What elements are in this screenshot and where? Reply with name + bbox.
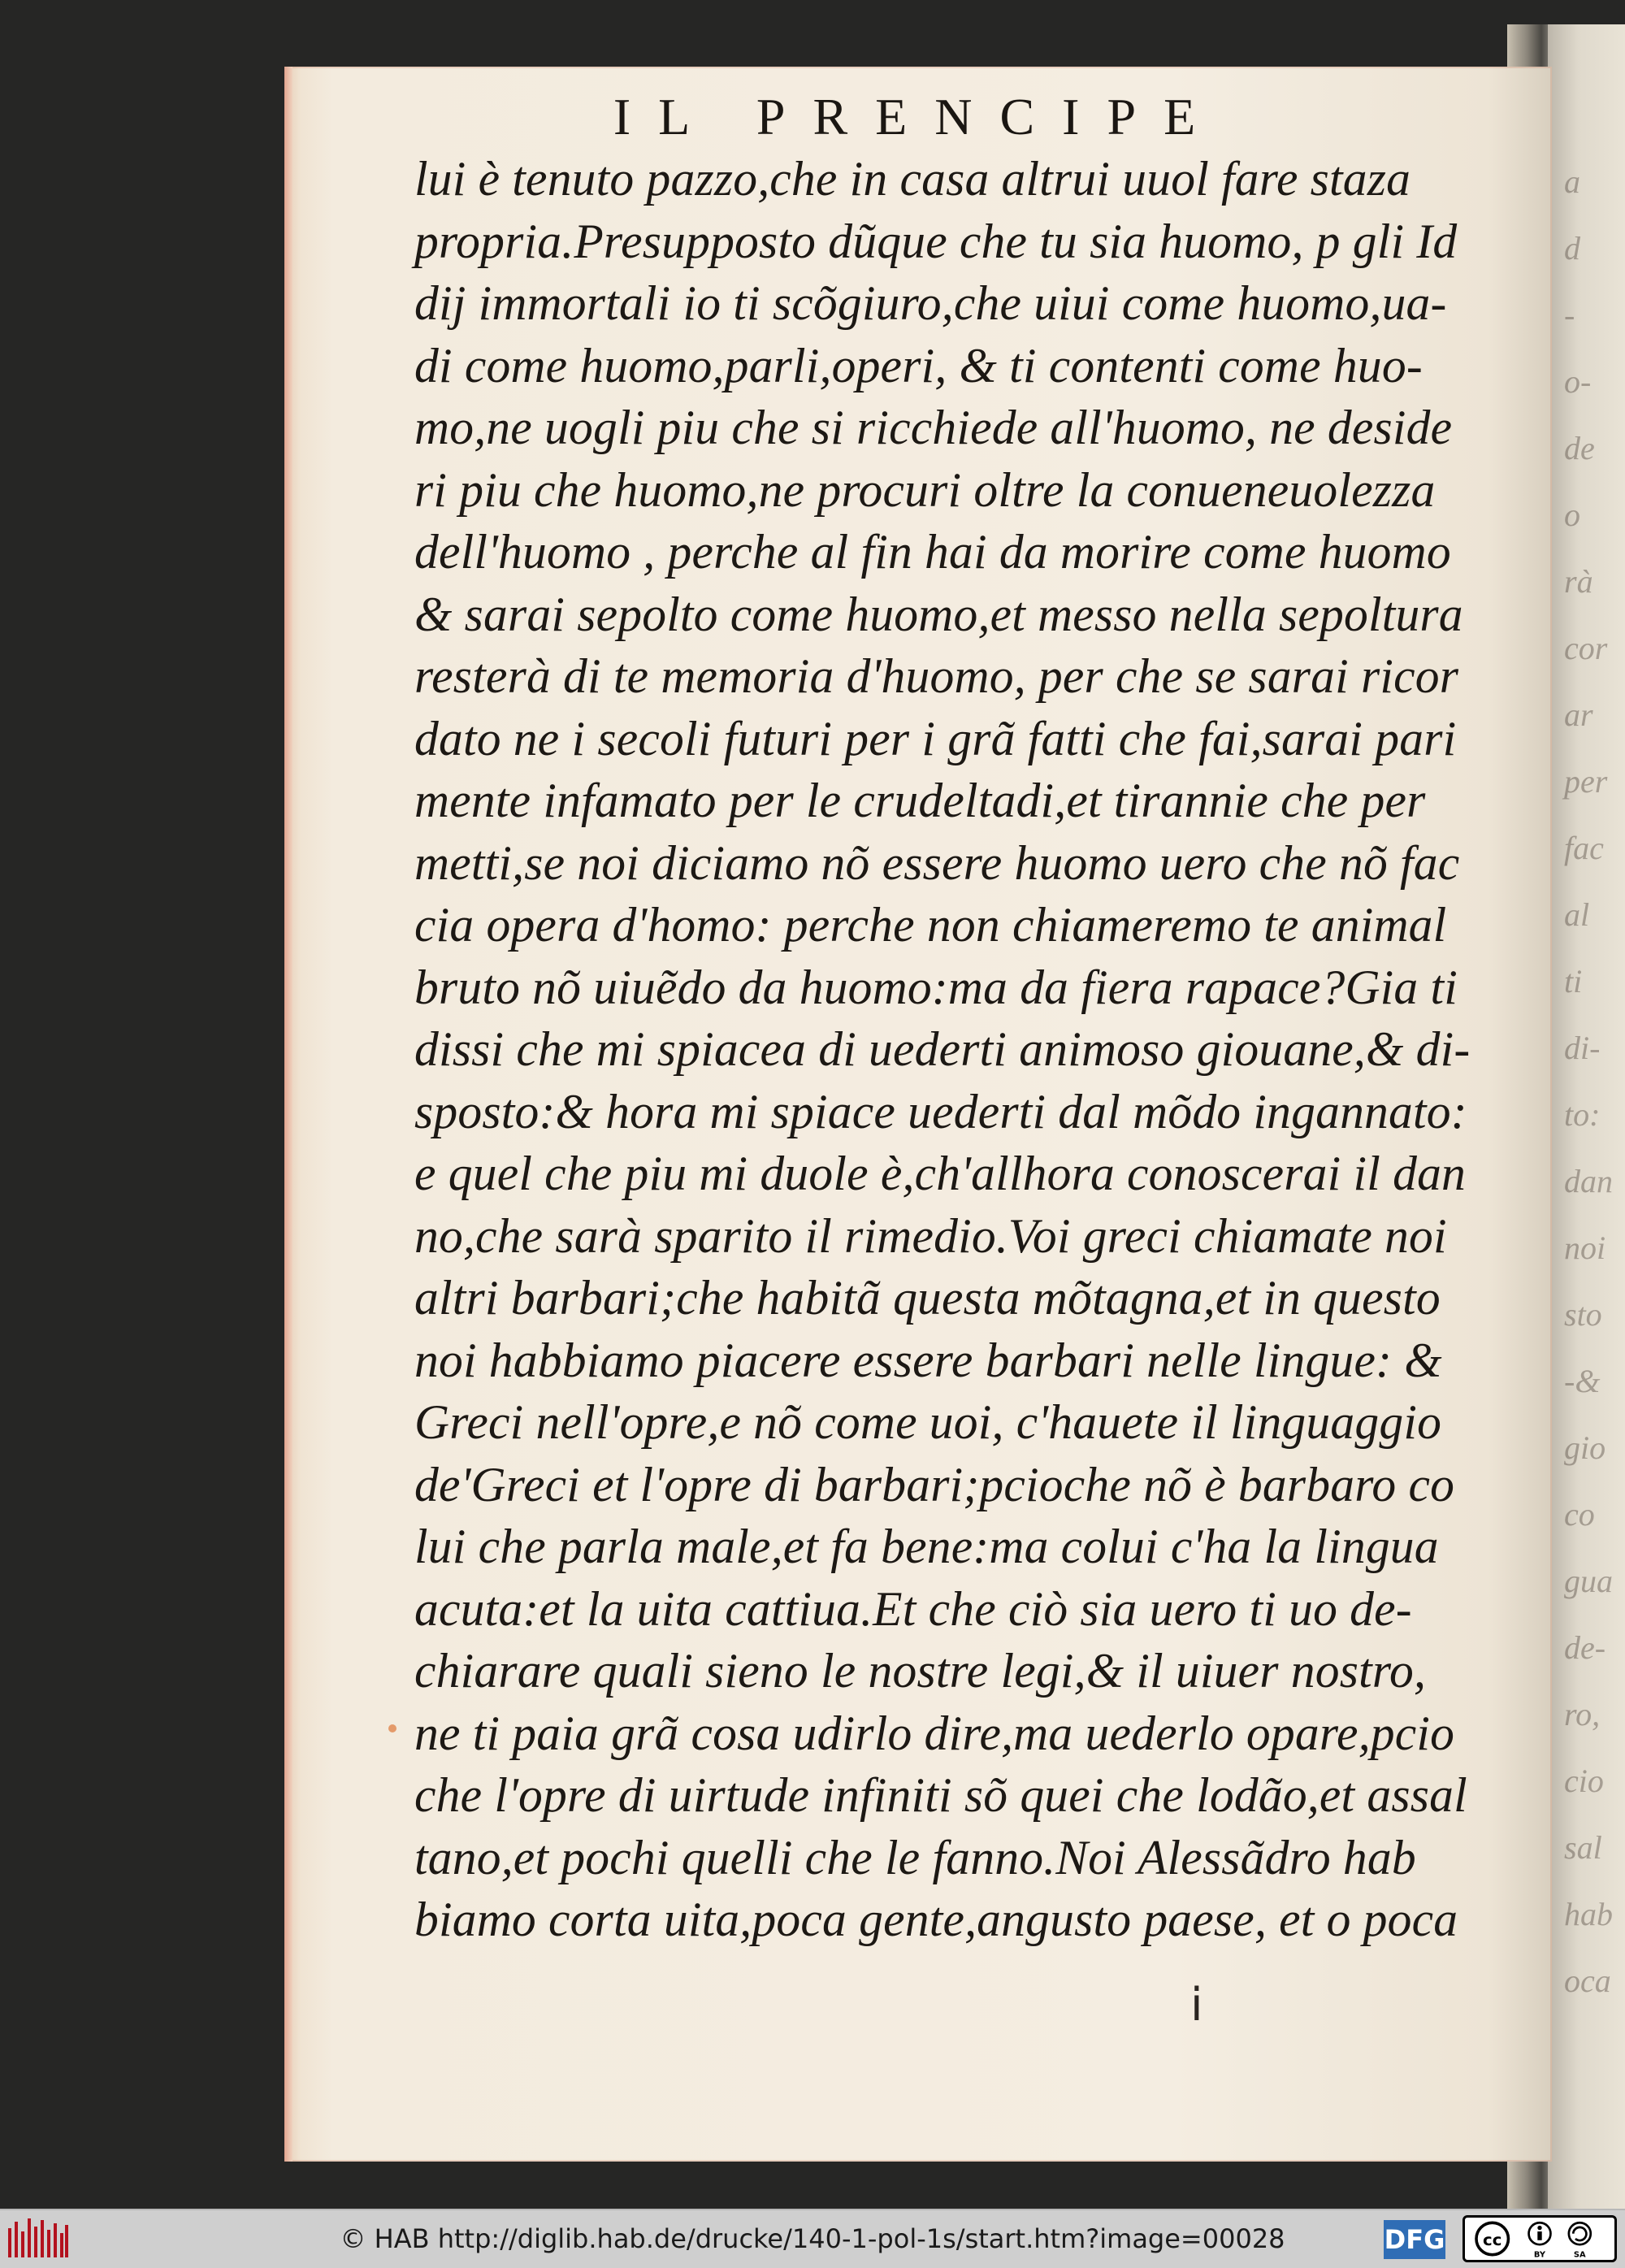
text-line: dij immortali io ti scõgiuro,che uiui come huomo,ua- <box>414 276 1447 330</box>
text-line: lui che parla male,et fa bene:ma colui c'ha la lingua <box>414 1520 1439 1573</box>
text-line: dato ne i secoli futuri per i grã fatti che fai,sarai pari <box>414 711 1457 765</box>
text-line: biamo corta uita,poca gente,angusto paese, et o poca <box>414 1893 1458 1946</box>
facing-page-fragment: a <box>1564 163 1580 200</box>
facing-page-fragment: d <box>1564 230 1580 267</box>
facing-page-fragment: dan <box>1564 1163 1613 1199</box>
facing-page-fragment: o <box>1564 497 1580 533</box>
text-line: ri piu che huomo,ne procuri oltre la conueneuolezza <box>414 462 1436 517</box>
facing-page-fragment: co <box>1564 1496 1595 1533</box>
facing-page-edge <box>1548 24 1625 2218</box>
viewer-footer <box>0 2209 1625 2268</box>
text-line: resterà di te memoria d'huomo, per che se sarai ricor <box>414 649 1459 703</box>
text-line: & sarai sepolto come huomo,et messo nella sepoltura <box>414 587 1463 641</box>
facing-page-fragment: de <box>1564 430 1595 466</box>
running-head: IL PRENCIPE <box>613 88 1224 145</box>
facing-page-fragment: al <box>1564 896 1590 933</box>
text-line: e quel che piu mi duole è,ch'allhora conoscerai il dan <box>414 1147 1467 1200</box>
svg-text:cc: cc <box>1483 2231 1502 2250</box>
facing-page-fragment: ro, <box>1564 1696 1601 1732</box>
facing-page-fragment: to: <box>1564 1096 1601 1133</box>
license-sa-label: SA <box>1573 2250 1586 2260</box>
facing-page-fragment: sal <box>1564 1829 1602 1866</box>
text-line: cia opera d'homo: perche non chiameremo te animal <box>414 898 1447 952</box>
facing-page-fragment: cio <box>1564 1763 1604 1799</box>
citation-text: © HAB http://diglib.hab.de/drucke/140-1-pol-1s/start.htm?image=00028 <box>340 2223 1285 2254</box>
text-line: dissi che mi spiacea di uederti animoso giouane,& di- <box>414 1022 1471 1076</box>
text-line: ne ti paia grã cosa udirlo dire,ma uederlo opare,pcio <box>414 1706 1455 1760</box>
text-line: dell'huomo , perche al fin hai da morire come huomo <box>414 525 1451 579</box>
dfg-logo: DFG <box>1384 2220 1445 2259</box>
marginal-dot <box>388 1724 396 1732</box>
facing-page-fragment: gio <box>1564 1429 1606 1466</box>
text-line: noi habbiamo piacere essere barbari nelle lingue: & <box>414 1333 1442 1387</box>
text-line: de'Greci et l'opre di barbari;pcioche nõ è barbaro co <box>414 1457 1455 1511</box>
facing-page-fragment: -& <box>1564 1363 1601 1399</box>
text-line: di come huomo,parli,operi, & ti contenti come huo- <box>414 338 1423 392</box>
facing-page-fragment: ar <box>1564 696 1593 733</box>
facing-page-fragment: hab <box>1564 1896 1613 1932</box>
facing-page-fragment: ti <box>1564 963 1583 1000</box>
text-line: lui è tenuto pazzo,che in casa altrui uuol fare staza <box>414 152 1411 206</box>
text-line: sposto:& hora mi spiace uederti dal mõdo ingannato: <box>414 1084 1467 1138</box>
facing-page-fragment: rà <box>1564 563 1593 600</box>
facing-page-fragment: de- <box>1564 1629 1606 1666</box>
facing-page-fragment: - <box>1564 297 1575 333</box>
facing-page-fragment: noi <box>1564 1229 1606 1266</box>
text-line: propria.Presupposto dũque che tu sia huomo, p gli Id <box>414 214 1458 268</box>
facing-page-fragment: fac <box>1564 830 1604 866</box>
text-line: che l'opre di uirtude infiniti sõ quei che lodão,et assal <box>414 1768 1467 1822</box>
facing-page-fragment: di- <box>1564 1030 1601 1066</box>
text-line: bruto nõ uiuẽdo da huomo:ma da fiera rapace?Gia ti <box>414 960 1458 1014</box>
facing-page-fragment: gua <box>1564 1563 1613 1599</box>
page-text-block <box>414 148 1552 1951</box>
facing-page-fragment: per <box>1564 763 1608 800</box>
text-line: acuta:et la uita cattiua.Et che ciò sia uero ti uo de- <box>414 1581 1412 1636</box>
signature-mark: ⅰ <box>1190 1980 1203 2031</box>
text-line: no,che sarà sparito il rimedio.Voi greci chiamate noi <box>414 1208 1447 1263</box>
text-line: metti,se noi diciamo nõ essere huomo uero che nõ fac <box>414 835 1460 890</box>
facing-page-fragment: cor <box>1564 630 1608 666</box>
text-line: mente infamato per le crudeltadi,et tirannie che per <box>414 774 1426 827</box>
license-by-label: BY <box>1533 2250 1546 2260</box>
text-line: altri barbari;che habitã questa mõtagna,et in questo <box>414 1271 1441 1325</box>
facing-page-fragment: oca <box>1564 1962 1611 1999</box>
text-line: chiarare quali sieno le nostre legi,& il uiuer nostro, <box>414 1644 1427 1698</box>
facing-page-fragment: sto <box>1564 1296 1602 1333</box>
text-line: mo,ne uogli piu che si ricchiede all'huomo, ne deside <box>414 401 1453 454</box>
text-line: Greci nell'opre,e nõ come uoi, c'hauete il linguaggio <box>414 1395 1442 1449</box>
page-edge-stain <box>284 67 292 2162</box>
cc-license-badge <box>1462 2215 1617 2262</box>
book-page <box>284 67 1552 2162</box>
facing-page-fragment: o- <box>1564 363 1592 400</box>
hab-logo-icon <box>6 2217 70 2261</box>
text-line: tano,et pochi quelli che le fanno.Noi Alessãdro hab <box>414 1830 1416 1884</box>
